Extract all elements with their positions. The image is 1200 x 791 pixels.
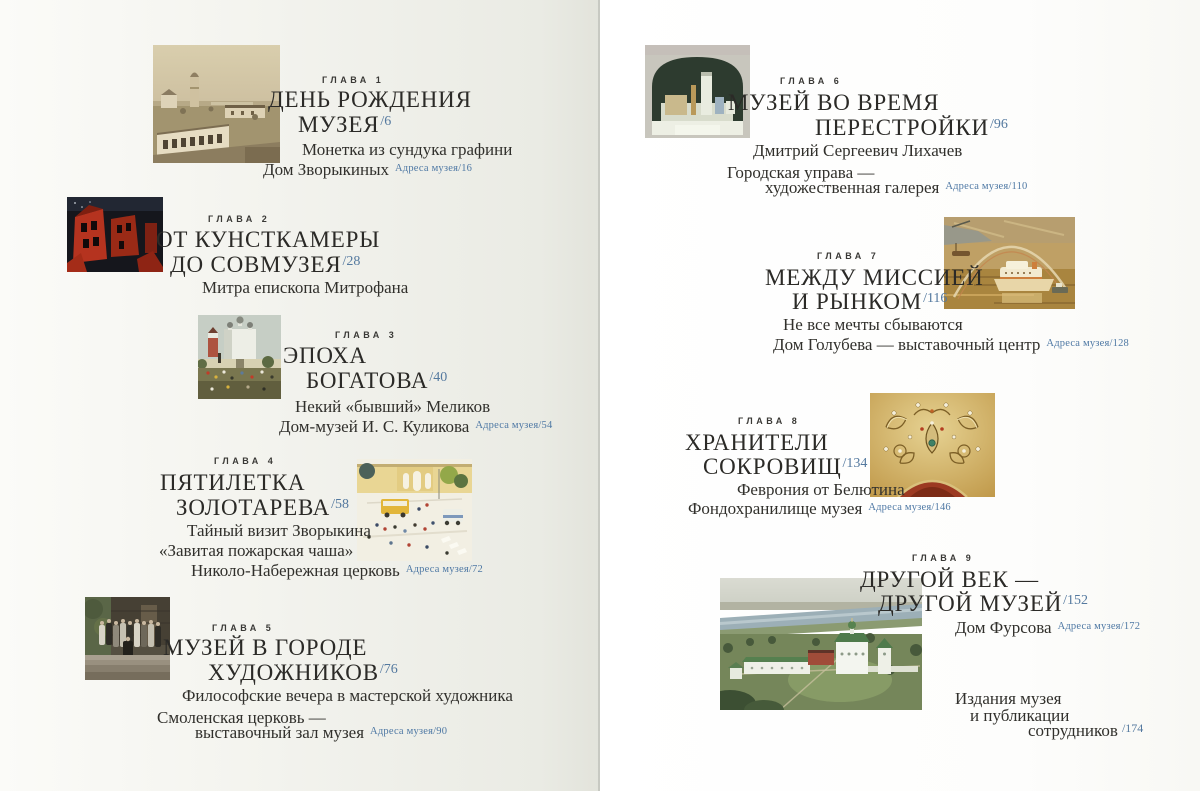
publications-text: сотрудников [1028, 721, 1118, 740]
chapter-title-line [298, 112, 391, 138]
chapter-subtitle [191, 561, 483, 581]
chapter-subtitle: Некий «бывший» Меликов [295, 397, 491, 416]
chapter-title-line [306, 368, 447, 394]
museum-addresses-ref: Адреса музея/54 [475, 420, 553, 431]
subtitle-text: Дом Зворыкиных [263, 160, 390, 179]
museum-addresses-ref: Адреса музея/16 [395, 163, 473, 174]
chapter-label: ГЛАВА 4 [214, 456, 277, 466]
chapter-subtitle [955, 618, 1140, 638]
chapter-title-text: ЗОЛОТАРЕВА [176, 495, 331, 520]
chapter-page-number: /58 [331, 497, 349, 512]
subtitle-text: Дом Фурсова [955, 618, 1052, 637]
publications-line [1028, 721, 1143, 741]
subtitle-text: Николо-Набережная церковь [191, 561, 400, 580]
chapter-title-line [792, 289, 947, 315]
chapter-page-number: /116 [923, 291, 948, 306]
chapter-label: ГЛАВА 6 [780, 76, 843, 86]
museum-addresses-ref: Адреса музея/110 [945, 181, 1028, 192]
chapter-title-line: ХРАНИТЕЛИ [685, 430, 829, 455]
chapter-subtitle: Тайный визит Зворыкина [187, 521, 371, 540]
publications-line: и публикации [970, 706, 1070, 725]
publications-line: Издания музея [955, 689, 1062, 708]
chapter-subtitle: Философские вечера в мастерской художника [182, 686, 513, 705]
page-gutter-highlight [600, 0, 606, 791]
chapter-title-line: МУЗЕЙ ВО ВРЕМЯ [728, 90, 940, 115]
chapter-title-line [815, 115, 1008, 141]
chapter-title-text: ХУДОЖНИКОВ [208, 660, 379, 685]
chapter-title-line: ПЯТИЛЕТКА [160, 470, 306, 495]
chapter-subtitle [773, 335, 1129, 355]
chapter-page-number: /76 [379, 662, 398, 677]
chapter-title-line: ОТ КУНСТКАМЕРЫ [156, 227, 381, 252]
chapter-subtitle [279, 417, 552, 437]
chapter-subtitle: Не все мечты сбываются [783, 315, 963, 334]
chapter-3-thumbnail [198, 315, 281, 399]
chapter-title-text: БОГАТОВА [306, 368, 429, 393]
chapter-5-thumbnail [85, 597, 170, 680]
chapter-page-number: /134 [842, 456, 868, 471]
chapter-subtitle: «Завитая пожарская чаша» [159, 541, 354, 560]
chapter-title-text: МУЗЕЯ [298, 112, 380, 137]
chapter-subtitle: Митра епископа Митрофана [202, 278, 409, 297]
chapter-1-thumbnail [153, 45, 280, 163]
museum-addresses-ref: Адреса музея/90 [370, 726, 448, 737]
chapter-title-line: ДЕНЬ РОЖДЕНИЯ [268, 87, 472, 112]
museum-addresses-ref: Адреса музея/72 [405, 564, 483, 575]
chapter-title-line [208, 660, 398, 686]
chapter-title-line: ЭПОХА [283, 343, 367, 368]
chapter-title-text: ПЕРЕСТРОЙКИ [815, 115, 989, 140]
publications-page-number: /174 [1121, 721, 1144, 735]
chapter-title-line: МУЗЕЙ В ГОРОДЕ [163, 635, 368, 660]
chapter-title-line [176, 495, 349, 521]
subtitle-text: Фондохранилище музея [688, 499, 863, 518]
chapter-page-number: /6 [380, 114, 392, 129]
museum-addresses-ref: Адреса музея/128 [1046, 338, 1129, 349]
chapter-title-line: ДРУГОЙ ВЕК — [860, 567, 1039, 592]
chapter-subtitle: Монетка из сундука графини [302, 140, 513, 159]
chapter-4-thumbnail [357, 459, 472, 561]
chapter-title-text: И РЫНКОМ [792, 289, 923, 314]
chapter-subtitle: Городская управа — [727, 163, 875, 182]
museum-addresses-ref: Адреса музея/172 [1057, 621, 1141, 632]
chapter-7-thumbnail [944, 217, 1075, 309]
chapter-page-number: /96 [989, 117, 1008, 132]
subtitle-text: Дом Голубева — выставочный центр [773, 335, 1041, 354]
chapter-label: ГЛАВА 5 [212, 623, 275, 633]
chapter-page-number: /28 [342, 254, 361, 269]
chapter-subtitle: Феврония от Белютина [737, 480, 905, 499]
chapter-page-number: /152 [1063, 593, 1088, 608]
chapter-label: ГЛАВА 1 [322, 75, 385, 85]
chapter-subtitle [195, 723, 447, 743]
chapter-title-line: МЕЖДУ МИССИЕЙ [765, 265, 984, 290]
chapter-label: ГЛАВА 9 [912, 553, 975, 563]
chapter-subtitle [688, 499, 951, 519]
chapter-label: ГЛАВА 8 [738, 416, 801, 426]
chapter-2-thumbnail [67, 197, 163, 272]
chapter-label: ГЛАВА 2 [208, 214, 271, 224]
chapter-page-number: /40 [429, 370, 448, 385]
subtitle-text: художественная галерея [765, 178, 940, 197]
chapter-title-line [878, 591, 1088, 617]
chapter-title-text: СОКРОВИЩ [703, 454, 842, 479]
chapter-subtitle [263, 160, 472, 180]
chapter-title-text: ДО СОВМУЗЕЯ [170, 252, 342, 277]
chapter-subtitle [765, 178, 1028, 198]
chapter-label: ГЛАВА 7 [817, 251, 880, 261]
museum-addresses-ref: Адреса музея/146 [868, 502, 951, 513]
chapter-subtitle: Смоленская церковь — [157, 708, 326, 727]
chapter-title-line [703, 454, 867, 480]
subtitle-text: Дом-музей И. С. Куликова [279, 417, 470, 436]
chapter-title-text: ДРУГОЙ МУЗЕЙ [878, 591, 1063, 616]
subtitle-text: выставочный зал музея [195, 723, 365, 742]
chapter-title-line [170, 252, 360, 278]
chapter-subtitle: Дмитрий Сергеевич Лихачев [753, 141, 963, 160]
chapter-label: ГЛАВА 3 [335, 330, 398, 340]
